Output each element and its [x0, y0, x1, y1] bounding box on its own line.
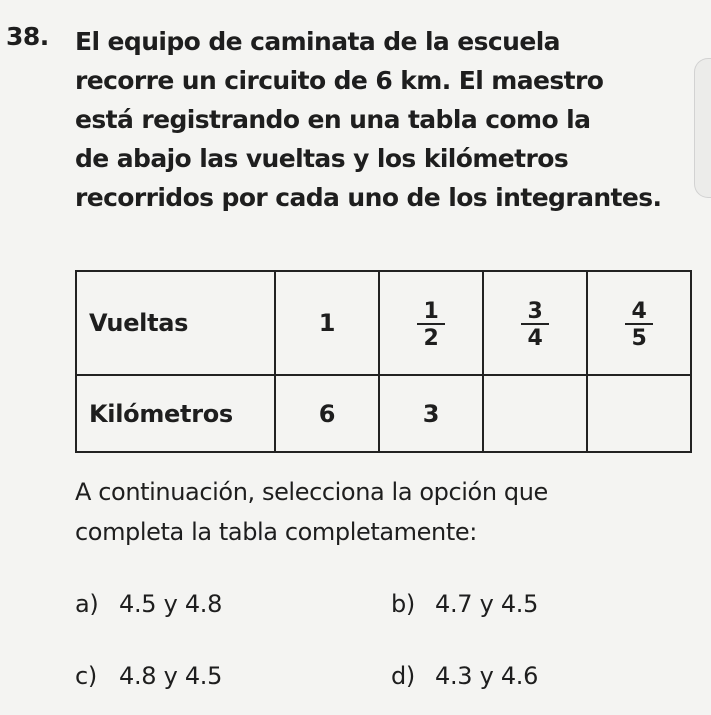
fraction-three-quarters [521, 301, 548, 350]
row-header-kilometros: Kilómetros [76, 375, 275, 452]
cell-km-3 [483, 375, 587, 452]
instruction-text [75, 472, 705, 552]
option-text: 4.7 y 4.5 [435, 590, 539, 618]
problem-line: El equipo de caminata de la escuela [75, 27, 560, 56]
option-d[interactable] [391, 662, 538, 690]
option-label: a) [75, 590, 99, 618]
cell-vueltas-3 [483, 271, 587, 375]
fraction-numerator: 1 [423, 299, 439, 324]
cell-km-1: 6 [275, 375, 379, 452]
cell-km-2: 3 [379, 375, 483, 452]
problem-statement [75, 22, 705, 217]
side-scroll-tab[interactable] [694, 58, 711, 198]
option-a[interactable] [75, 590, 222, 618]
option-c[interactable] [75, 662, 222, 690]
problem-line: recorre un circuito de 6 km. El maestro [75, 66, 604, 95]
row-header-vueltas: Vueltas [76, 271, 275, 375]
fraction-denominator: 2 [417, 323, 444, 350]
problem-line: recorridos por cada uno de los integrantes. [75, 183, 662, 212]
table-row-kilometros [76, 375, 691, 452]
fraction-four-fifths [625, 301, 652, 350]
cell-vueltas-4 [587, 271, 691, 375]
option-text: 4.8 y 4.5 [119, 662, 223, 690]
problem-line: está registrando en una tabla como la [75, 105, 591, 134]
option-b[interactable] [391, 590, 538, 618]
option-text: 4.3 y 4.6 [435, 662, 539, 690]
cell-vueltas-1: 1 [275, 271, 379, 375]
fraction-numerator: 3 [527, 299, 543, 324]
problem-line: de abajo las vueltas y los kilómetros [75, 144, 569, 173]
cell-km-4 [587, 375, 691, 452]
laps-kilometers-table [75, 270, 692, 453]
fraction-denominator: 4 [521, 323, 548, 350]
option-text: 4.5 y 4.8 [119, 590, 223, 618]
option-label: c) [75, 662, 97, 690]
instruction-line: completa la tabla completamente: [75, 518, 477, 546]
fraction-denominator: 5 [625, 323, 652, 350]
cell-vueltas-2 [379, 271, 483, 375]
question-number: 38. [6, 22, 49, 51]
table-row-vueltas [76, 271, 691, 375]
fraction-one-half [417, 301, 444, 350]
option-label: d) [391, 662, 415, 690]
option-label: b) [391, 590, 415, 618]
fraction-numerator: 4 [631, 299, 647, 324]
instruction-line: A continuación, selecciona la opción que [75, 478, 548, 506]
